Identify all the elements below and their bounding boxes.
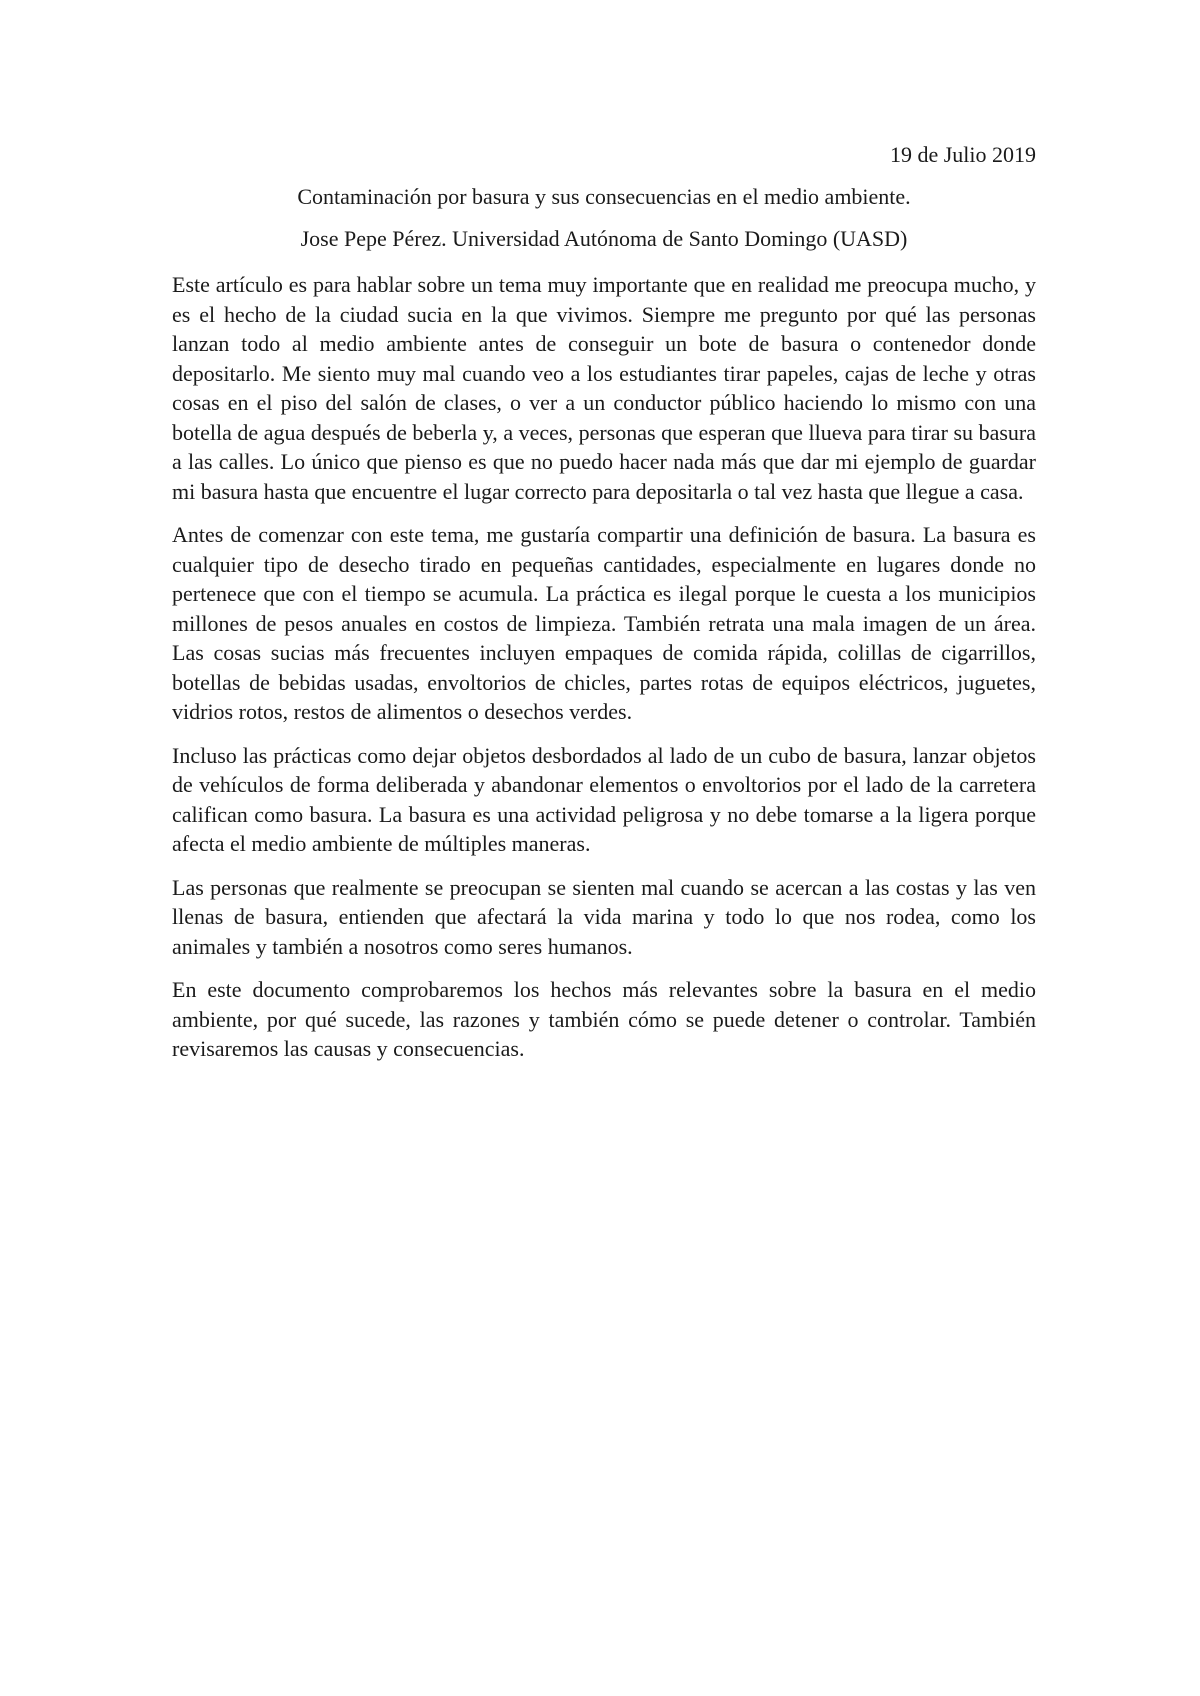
body-paragraph-4: Las personas que realmente se preocupan se sienten mal cuando se acercan a las costas y las ven llenas de basura, entienden que afectará la vida marina y todo lo que nos rodea, como los animales y también a nosotros como seres humanos. — [172, 874, 1036, 959]
document-author: Jose Pepe Pérez. Universidad Autónoma de Santo Domingo (UASD) — [300, 226, 908, 251]
document-title: Contaminación por basura y sus consecuencias en el medio ambiente. — [297, 184, 911, 209]
document-page — [172, 140, 1036, 1078]
body-paragraph-5: En este documento comprobaremos los hechos más relevantes sobre la basura en el medio ambiente, por qué sucede, las razones y también cómo se puede detener o controlar. También revisaremos las causas y consecuencias. — [172, 977, 1036, 1061]
document-date: 19 de Julio 2019 — [889, 142, 1036, 167]
body-paragraph-1: Este artículo es para hablar sobre un tema muy importante que en realidad me preocupa mucho, y es el hecho de la ciudad sucia en la que vivimos. Siempre me pregunto por qué las personas lanzan todo al medio ambiente antes de conseguir un bote de basura o contenedor donde depositarlo. Me siento muy mal cuando veo a los estudiantes tirar papeles, cajas de leche y otras cosas en el piso del salón de clases, o ver a un conductor público haciendo lo mismo con una botella de agua después de beberla y, a veces, personas que esperan que llueva para tirar su basura a las calles. Lo único que pienso es que no puedo hacer nada más que dar mi ejemplo de guardar mi basura hasta que encuentre el lugar correcto para depositarla o tal vez hasta que llegue a casa. — [172, 272, 1036, 504]
body-paragraph-3: Incluso las prácticas como dejar objetos desbordados al lado de un cubo de basura, lanzar objetos de vehículos de forma deliberada y abandonar elementos o envoltorios por el lado de la carretera califican como basura. La basura es una actividad peligrosa y no debe tomarse a la ligera porque afecta el medio ambiente de múltiples maneras. — [172, 742, 1036, 856]
body-paragraph-2: Antes de comenzar con este tema, me gustaría compartir una definición de basura. La basura es cualquier tipo de desecho tirado en pequeñas cantidades, especialmente en lugares donde no pertenece que con el tiempo se acumula. La práctica es ilegal porque le cuesta a los municipios millones de pesos anuales en costos de limpieza. También retrata una mala imagen de un área. Las cosas sucias más frecuentes incluyen empaques de comida rápida, colillas de cigarrillos, botellas de bebidas usadas, envoltorios de chicles, partes rotas de equipos eléctricos, juguetes, vidrios rotos, restos de alimentos o desechos verdes. — [172, 522, 1036, 724]
